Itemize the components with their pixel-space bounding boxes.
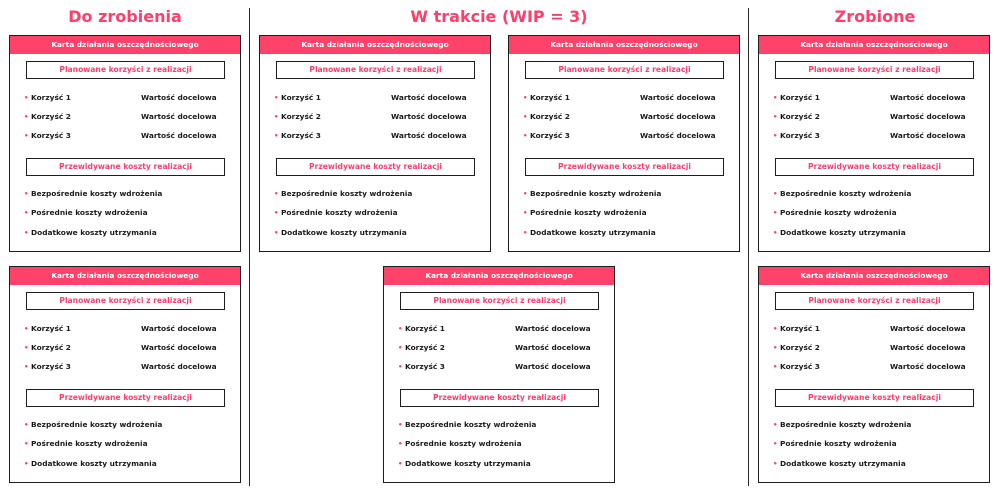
- expected-costs-box: Przewidywane koszty realizacji: [775, 389, 974, 407]
- column-title-in-progress: W trakcie (WIP = 3): [410, 7, 588, 26]
- savings-action-card: [508, 35, 740, 252]
- benefit-target-value: Wartość docelowa: [515, 324, 591, 333]
- benefit-label: Korzyść 1: [530, 93, 570, 102]
- benefit-target-value: Wartość docelowa: [391, 131, 467, 140]
- cost-label: Bezpośrednie koszty wdrożenia: [281, 189, 413, 198]
- cost-row: [274, 227, 486, 239]
- bullet-icon: •: [398, 421, 403, 429]
- benefit-label: Korzyść 2: [31, 343, 71, 352]
- planned-benefits-box: Planowane korzyści z realizacji: [26, 61, 225, 79]
- bullet-icon: •: [24, 440, 29, 448]
- benefit-target-value: Wartość docelowa: [141, 112, 217, 121]
- cost-row: [773, 227, 985, 239]
- expected-costs-box: Przewidywane koszty realizacji: [400, 389, 599, 407]
- cost-row: [523, 207, 735, 219]
- cost-label: Dodatkowe koszty utrzymania: [281, 228, 407, 237]
- column-title-done: Zrobione: [834, 7, 916, 26]
- cost-row: [773, 458, 985, 470]
- bullet-icon: •: [773, 113, 778, 121]
- expected-costs-box: Przewidywane koszty realizacji: [775, 158, 974, 176]
- bullet-icon: •: [773, 209, 778, 217]
- benefit-row: [398, 323, 610, 335]
- benefit-label: Korzyść 3: [780, 131, 820, 140]
- benefit-label: Korzyść 1: [405, 324, 445, 333]
- cost-row: [773, 419, 985, 431]
- benefit-label: Korzyść 1: [281, 93, 321, 102]
- benefit-row: [24, 130, 236, 142]
- benefit-label: Korzyść 1: [780, 324, 820, 333]
- benefit-label: Korzyść 1: [780, 93, 820, 102]
- cost-label: Dodatkowe koszty utrzymania: [31, 459, 157, 468]
- column-divider: [748, 8, 749, 486]
- cost-label: Pośrednie koszty wdrożenia: [780, 439, 897, 448]
- benefit-target-value: Wartość docelowa: [890, 112, 966, 121]
- card-header: Karta działania oszczędnościowego: [260, 36, 490, 54]
- planned-benefits-box: Planowane korzyści z realizacji: [775, 61, 974, 79]
- benefit-label: Korzyść 2: [405, 343, 445, 352]
- bullet-icon: •: [773, 190, 778, 198]
- bullet-icon: •: [24, 190, 29, 198]
- bullet-icon: •: [523, 132, 528, 140]
- savings-action-card: [758, 266, 990, 483]
- bullet-icon: •: [398, 363, 403, 371]
- benefit-label: Korzyść 3: [405, 362, 445, 371]
- cost-row: [398, 419, 610, 431]
- cost-row: [24, 227, 236, 239]
- benefit-target-value: Wartość docelowa: [515, 343, 591, 352]
- cost-row: [773, 438, 985, 450]
- bullet-icon: •: [274, 209, 279, 217]
- bullet-icon: •: [523, 229, 528, 237]
- benefit-target-value: Wartość docelowa: [141, 131, 217, 140]
- benefit-target-value: Wartość docelowa: [890, 93, 966, 102]
- expected-costs-box: Przewidywane koszty realizacji: [276, 158, 475, 176]
- bullet-icon: •: [24, 113, 29, 121]
- benefit-label: Korzyść 2: [780, 343, 820, 352]
- benefit-label: Korzyść 3: [31, 362, 71, 371]
- cost-row: [24, 419, 236, 431]
- bullet-icon: •: [24, 325, 29, 333]
- benefit-label: Korzyść 3: [281, 131, 321, 140]
- benefit-label: Korzyść 3: [31, 131, 71, 140]
- benefit-row: [398, 342, 610, 354]
- cost-row: [773, 188, 985, 200]
- bullet-icon: •: [773, 132, 778, 140]
- benefit-row: [773, 342, 985, 354]
- cost-label: Dodatkowe koszty utrzymania: [405, 459, 531, 468]
- cost-label: Pośrednie koszty wdrożenia: [530, 208, 647, 217]
- benefit-row: [523, 111, 735, 123]
- benefit-row: [773, 111, 985, 123]
- cost-label: Pośrednie koszty wdrożenia: [31, 439, 148, 448]
- bullet-icon: •: [24, 460, 29, 468]
- benefit-label: Korzyść 3: [780, 362, 820, 371]
- bullet-icon: •: [24, 94, 29, 102]
- planned-benefits-box: Planowane korzyści z realizacji: [775, 292, 974, 310]
- benefit-label: Korzyść 1: [31, 324, 71, 333]
- cost-row: [24, 438, 236, 450]
- expected-costs-box: Przewidywane koszty realizacji: [26, 158, 225, 176]
- cost-row: [523, 188, 735, 200]
- benefit-row: [773, 361, 985, 373]
- bullet-icon: •: [773, 460, 778, 468]
- benefit-row: [398, 361, 610, 373]
- bullet-icon: •: [773, 421, 778, 429]
- cost-row: [773, 207, 985, 219]
- card-header: Karta działania oszczędnościowego: [759, 36, 989, 54]
- cost-label: Pośrednie koszty wdrożenia: [31, 208, 148, 217]
- bullet-icon: •: [274, 94, 279, 102]
- cost-row: [398, 438, 610, 450]
- cost-label: Dodatkowe koszty utrzymania: [530, 228, 656, 237]
- bullet-icon: •: [523, 94, 528, 102]
- benefit-target-value: Wartość docelowa: [141, 93, 217, 102]
- bullet-icon: •: [523, 113, 528, 121]
- benefit-row: [24, 323, 236, 335]
- bullet-icon: •: [24, 209, 29, 217]
- benefit-row: [773, 92, 985, 104]
- benefit-target-value: Wartość docelowa: [141, 362, 217, 371]
- card-header: Karta działania oszczędnościowego: [509, 36, 739, 54]
- savings-action-card: [9, 35, 241, 252]
- cost-row: [274, 207, 486, 219]
- bullet-icon: •: [274, 113, 279, 121]
- cost-label: Dodatkowe koszty utrzymania: [31, 228, 157, 237]
- bullet-icon: •: [773, 440, 778, 448]
- bullet-icon: •: [398, 344, 403, 352]
- bullet-icon: •: [24, 344, 29, 352]
- bullet-icon: •: [773, 344, 778, 352]
- cost-label: Dodatkowe koszty utrzymania: [780, 459, 906, 468]
- bullet-icon: •: [773, 325, 778, 333]
- benefit-label: Korzyść 2: [530, 112, 570, 121]
- benefit-target-value: Wartość docelowa: [890, 362, 966, 371]
- planned-benefits-box: Planowane korzyści z realizacji: [276, 61, 475, 79]
- benefit-target-value: Wartość docelowa: [141, 324, 217, 333]
- benefit-row: [773, 130, 985, 142]
- bullet-icon: •: [24, 363, 29, 371]
- bullet-icon: •: [398, 440, 403, 448]
- cost-label: Dodatkowe koszty utrzymania: [780, 228, 906, 237]
- cost-label: Bezpośrednie koszty wdrożenia: [780, 189, 912, 198]
- planned-benefits-box: Planowane korzyści z realizacji: [525, 61, 724, 79]
- column-title-todo: Do zrobienia: [68, 7, 182, 26]
- benefit-row: [24, 361, 236, 373]
- planned-benefits-box: Planowane korzyści z realizacji: [26, 292, 225, 310]
- bullet-icon: •: [398, 460, 403, 468]
- cost-row: [523, 227, 735, 239]
- benefit-target-value: Wartość docelowa: [890, 324, 966, 333]
- card-header: Karta działania oszczędnościowego: [10, 36, 240, 54]
- bullet-icon: •: [398, 325, 403, 333]
- bullet-icon: •: [523, 190, 528, 198]
- benefit-row: [523, 130, 735, 142]
- benefit-target-value: Wartość docelowa: [640, 93, 716, 102]
- benefit-target-value: Wartość docelowa: [515, 362, 591, 371]
- cost-row: [24, 458, 236, 470]
- benefit-target-value: Wartość docelowa: [890, 131, 966, 140]
- cost-label: Bezpośrednie koszty wdrożenia: [530, 189, 662, 198]
- benefit-target-value: Wartość docelowa: [141, 343, 217, 352]
- cost-label: Bezpośrednie koszty wdrożenia: [31, 189, 163, 198]
- savings-action-card: [9, 266, 241, 483]
- savings-action-card: [758, 35, 990, 252]
- benefit-row: [24, 111, 236, 123]
- cost-row: [274, 188, 486, 200]
- cost-label: Pośrednie koszty wdrożenia: [281, 208, 398, 217]
- benefit-label: Korzyść 2: [780, 112, 820, 121]
- benefit-label: Korzyść 2: [31, 112, 71, 121]
- benefit-label: Korzyść 1: [31, 93, 71, 102]
- benefit-row: [274, 92, 486, 104]
- bullet-icon: •: [773, 94, 778, 102]
- benefit-target-value: Wartość docelowa: [391, 112, 467, 121]
- benefit-target-value: Wartość docelowa: [391, 93, 467, 102]
- cost-row: [24, 188, 236, 200]
- cost-label: Bezpośrednie koszty wdrożenia: [405, 420, 537, 429]
- bullet-icon: •: [773, 363, 778, 371]
- benefit-label: Korzyść 2: [281, 112, 321, 121]
- cost-row: [398, 458, 610, 470]
- benefit-row: [773, 323, 985, 335]
- bullet-icon: •: [274, 190, 279, 198]
- planned-benefits-box: Planowane korzyści z realizacji: [400, 292, 599, 310]
- cost-label: Bezpośrednie koszty wdrożenia: [780, 420, 912, 429]
- cost-row: [24, 207, 236, 219]
- bullet-icon: •: [523, 209, 528, 217]
- bullet-icon: •: [24, 421, 29, 429]
- bullet-icon: •: [24, 132, 29, 140]
- cost-label: Pośrednie koszty wdrożenia: [405, 439, 522, 448]
- savings-action-card: [383, 266, 615, 483]
- bullet-icon: •: [773, 229, 778, 237]
- card-header: Karta działania oszczędnościowego: [10, 267, 240, 285]
- savings-action-card: [259, 35, 491, 252]
- column-divider: [249, 8, 250, 486]
- benefit-target-value: Wartość docelowa: [640, 131, 716, 140]
- benefit-label: Korzyść 3: [530, 131, 570, 140]
- benefit-row: [24, 342, 236, 354]
- bullet-icon: •: [24, 229, 29, 237]
- expected-costs-box: Przewidywane koszty realizacji: [525, 158, 724, 176]
- benefit-row: [274, 111, 486, 123]
- benefit-row: [24, 92, 236, 104]
- cost-label: Pośrednie koszty wdrożenia: [780, 208, 897, 217]
- cost-label: Bezpośrednie koszty wdrożenia: [31, 420, 163, 429]
- benefit-row: [274, 130, 486, 142]
- expected-costs-box: Przewidywane koszty realizacji: [26, 389, 225, 407]
- card-header: Karta działania oszczędnościowego: [759, 267, 989, 285]
- benefit-target-value: Wartość docelowa: [890, 343, 966, 352]
- benefit-row: [523, 92, 735, 104]
- bullet-icon: •: [274, 229, 279, 237]
- benefit-target-value: Wartość docelowa: [640, 112, 716, 121]
- bullet-icon: •: [274, 132, 279, 140]
- card-header: Karta działania oszczędnościowego: [384, 267, 614, 285]
